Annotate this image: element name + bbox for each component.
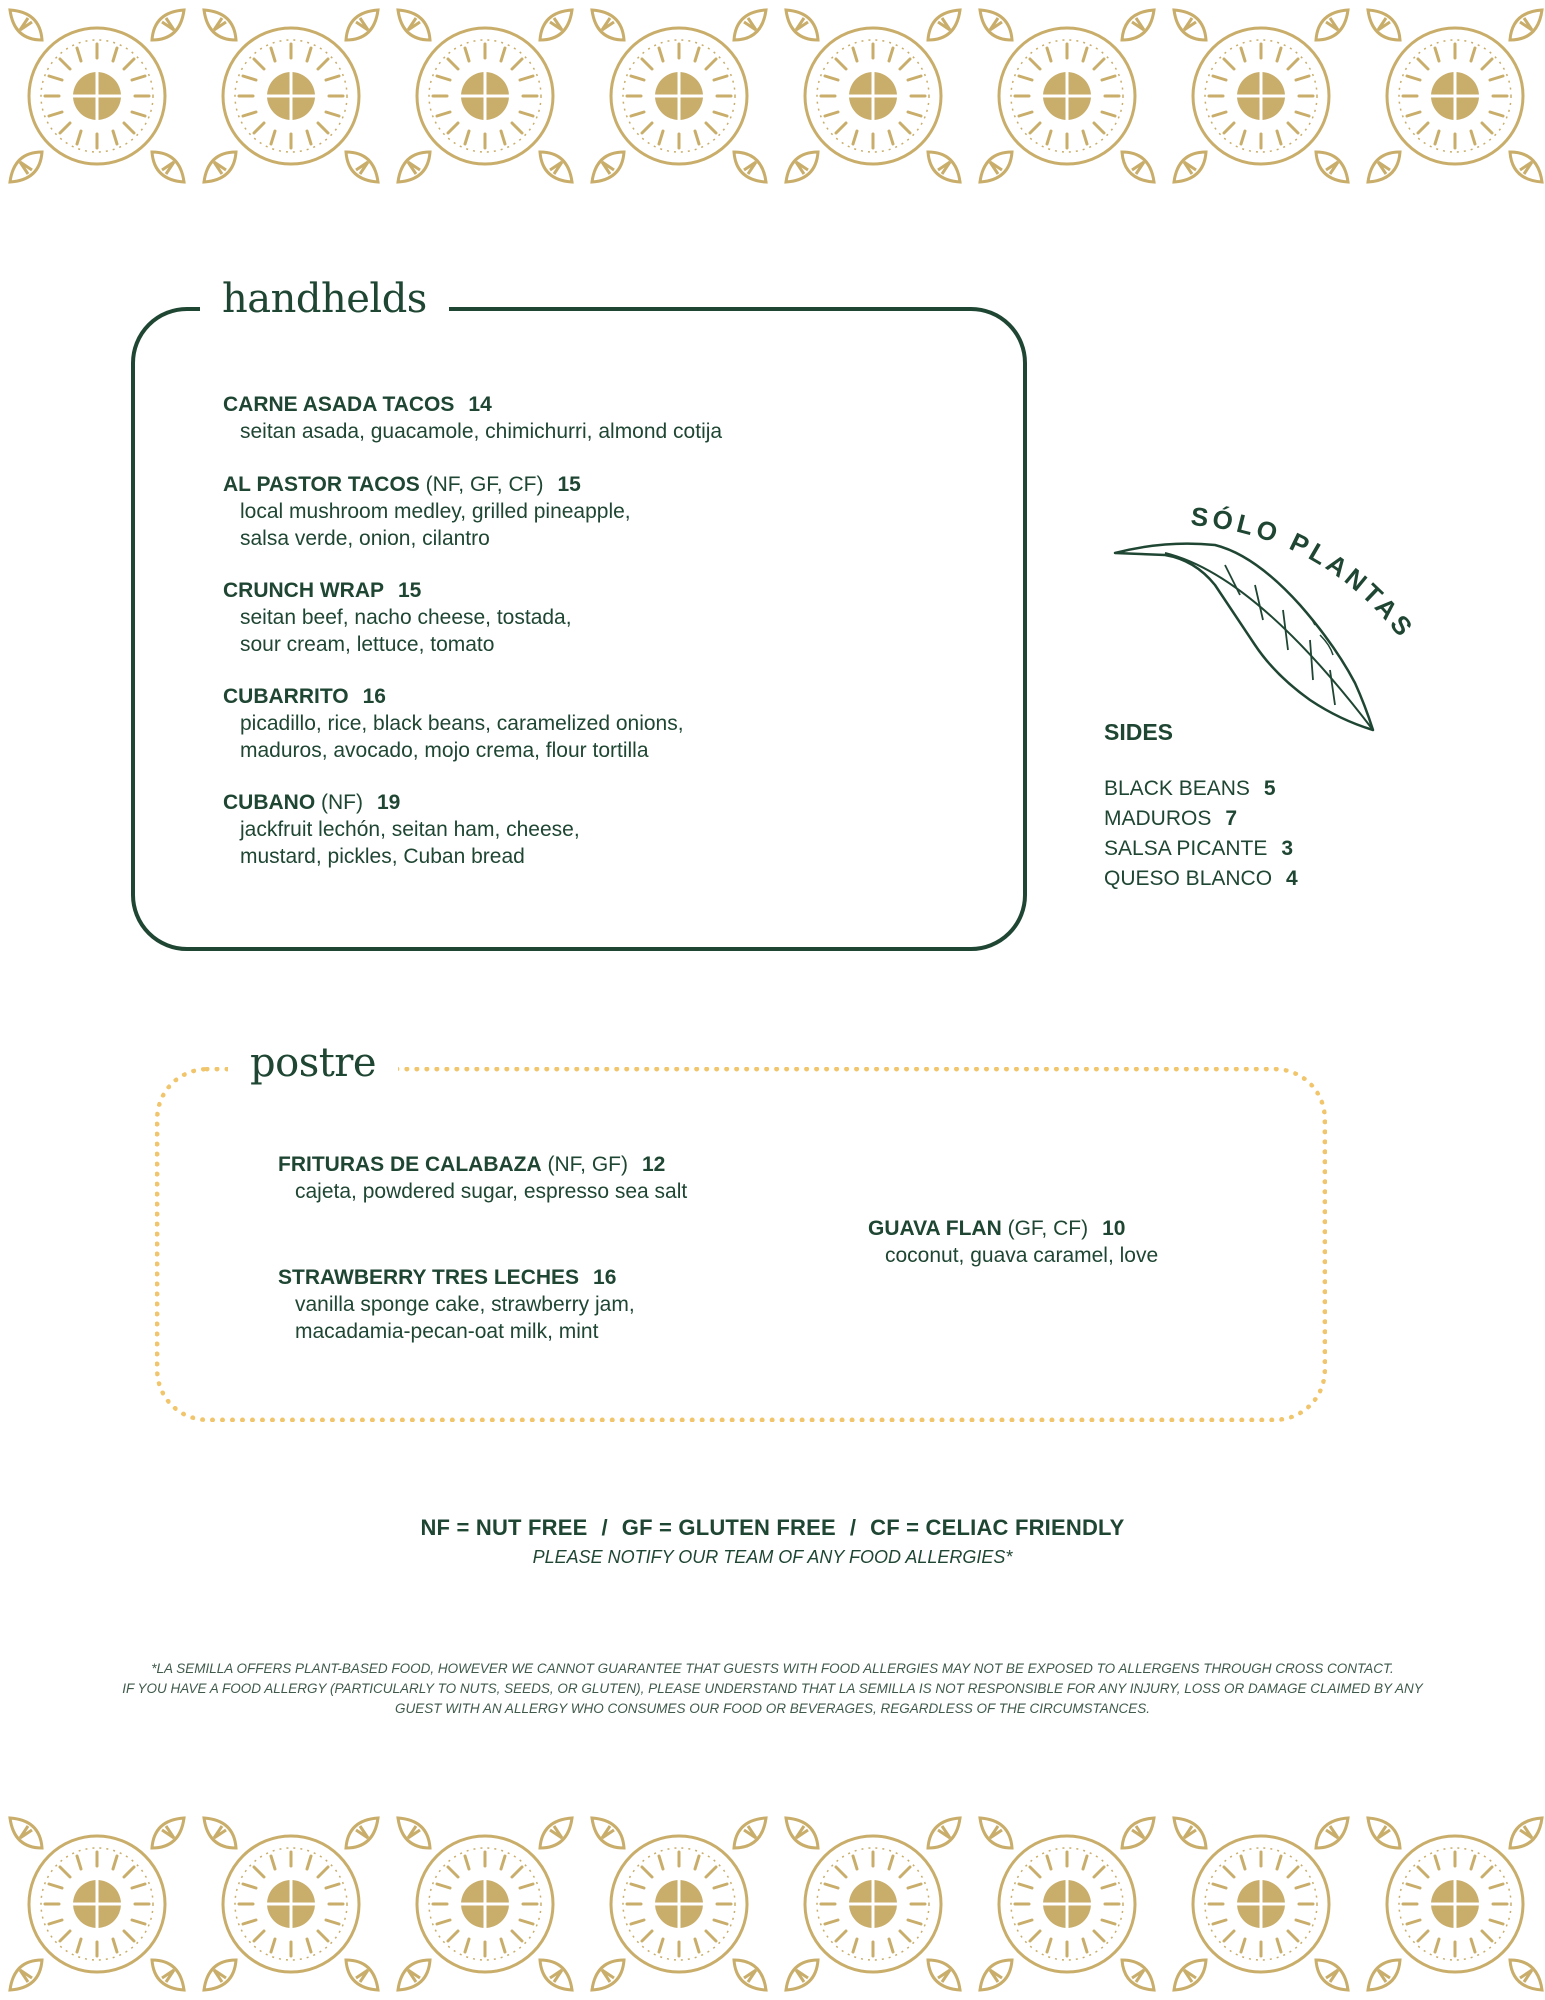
item-name: CRUNCH WRAP <box>223 579 384 602</box>
item-desc: seitan asada, guacamole, chimichurri, almond cotija <box>240 420 723 443</box>
side-name: BLACK BEANS <box>1104 777 1250 800</box>
item-desc: salsa verde, onion, cilantro <box>240 527 490 550</box>
item-tags: (NF, GF) <box>547 1153 628 1176</box>
legend-nf: NF = NUT FREE <box>420 1515 588 1540</box>
stamp-text: SÓLO PLANTAS <box>1189 500 1421 645</box>
legend-separator: / <box>601 1515 608 1540</box>
legend-separator: / <box>849 1515 857 1540</box>
side-name: MADUROS <box>1104 807 1212 830</box>
disclaimer <box>100 1659 1445 1719</box>
side-name: QUESO BLANCO <box>1104 867 1273 890</box>
allergen-legend <box>0 1515 1545 1541</box>
menu-item <box>223 683 684 764</box>
disclaimer-line: IF YOU HAVE A FOOD ALLERGY (PARTICULARLY TO NUTS, SEEDS, OR GLUTEN), PLEASE UNDERSTAND THAT LA SEMILLA IS NOT RESPONSIBLE FOR ANY INJURY, LOSS OR DAMAGE CLAIMED BY ANY <box>122 1681 1423 1696</box>
item-name: STRAWBERRY TRES LECHES <box>278 1266 580 1289</box>
menu-item <box>278 1264 635 1345</box>
item-desc: sour cream, lettuce, tomato <box>240 633 495 656</box>
side-item <box>1104 834 1298 864</box>
item-desc: local mushroom medley, grilled pineapple, <box>240 500 631 523</box>
side-name: SALSA PICANTE <box>1104 837 1268 860</box>
postre-title: postre <box>228 1040 398 1086</box>
item-tags: (GF, CF) <box>1007 1217 1089 1240</box>
menu-item <box>278 1151 687 1205</box>
item-price: 16 <box>593 1266 617 1289</box>
bottom-floral-band <box>0 1808 1545 2000</box>
item-price: 10 <box>1102 1217 1126 1240</box>
item-desc: coconut, guava caramel, love <box>885 1244 1159 1267</box>
menu-item <box>223 471 631 552</box>
item-name: CARNE ASADA TACOS <box>223 393 455 416</box>
item-desc: vanilla sponge cake, strawberry jam, <box>295 1293 635 1316</box>
item-name: CUBANO <box>223 791 316 814</box>
side-item <box>1104 864 1298 894</box>
item-desc: mustard, pickles, Cuban bread <box>240 845 525 868</box>
item-price: 16 <box>362 685 386 708</box>
item-desc: picadillo, rice, black beans, caramelized onions, <box>240 712 684 735</box>
item-desc: jackfruit lechón, seitan ham, cheese, <box>240 818 580 841</box>
item-desc: cajeta, powdered sugar, espresso sea salt <box>295 1180 688 1203</box>
side-price: 4 <box>1286 867 1298 890</box>
item-name: GUAVA FLAN <box>868 1217 1002 1240</box>
item-name: FRITURAS DE CALABAZA <box>278 1153 542 1176</box>
item-desc: maduros, avocado, mojo crema, flour tortilla <box>240 739 649 762</box>
item-name: AL PASTOR TACOS <box>223 473 420 496</box>
menu-item <box>223 391 722 445</box>
legend-cf: CF = CELIAC FRIENDLY <box>870 1515 1125 1540</box>
solo-plantas-stamp <box>1105 495 1435 740</box>
side-price: 7 <box>1225 807 1238 830</box>
item-price: 14 <box>468 393 492 416</box>
svg-text:SÓLO PLANTAS <box>1190 501 1421 645</box>
disclaimer-line: GUEST WITH AN ALLERGY WHO CONSUMES OUR FOOD OR BEVERAGES, REGARDLESS OF THE CIRCUMSTANCES. <box>394 1701 1151 1716</box>
menu-item <box>868 1215 1158 1269</box>
item-price: 15 <box>398 579 422 602</box>
side-item <box>1104 774 1298 804</box>
side-price: 3 <box>1281 837 1294 860</box>
sides-list <box>1104 774 1298 894</box>
item-tags: (NF, GF, CF) <box>425 473 544 496</box>
item-price: 15 <box>557 473 581 496</box>
item-price: 12 <box>641 1153 666 1176</box>
item-price: 19 <box>377 791 401 814</box>
disclaimer-line: *LA SEMILLA OFFERS PLANT-BASED FOOD, HOWEVER WE CANNOT GUARANTEE THAT GUESTS WITH FOOD ALLERGIES MAY NOT BE EXPOSED TO ALLERGENS THROUGH CROSS CONTACT. <box>151 1661 1394 1676</box>
menu-item <box>223 577 572 658</box>
item-tags: (NF) <box>321 791 363 814</box>
item-desc: macadamia-pecan-oat milk, mint <box>295 1320 599 1343</box>
sides-title: SIDES <box>1104 719 1174 745</box>
legend-gf: GF = GLUTEN FREE <box>621 1515 836 1540</box>
item-name: CUBARRITO <box>223 685 349 708</box>
item-desc: seitan beef, nacho cheese, tostada, <box>240 606 572 629</box>
side-price: 5 <box>1263 777 1276 800</box>
handhelds-title: handhelds <box>200 276 449 322</box>
menu-item <box>223 789 580 870</box>
allergy-notice: PLEASE NOTIFY OUR TEAM OF ANY FOOD ALLERGIES* <box>532 1547 1013 1567</box>
top-floral-band <box>0 0 1545 192</box>
side-item <box>1104 804 1298 834</box>
